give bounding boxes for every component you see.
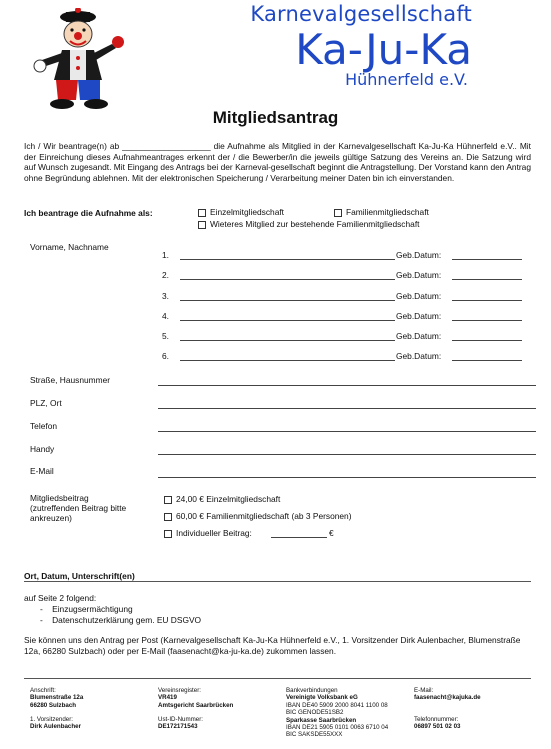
geb-date-field[interactable] [452, 360, 522, 361]
footer-address: Anschrift: Blumenstraße 12a 66280 Sulzbach [30, 687, 84, 709]
member-name-field[interactable] [180, 259, 395, 260]
member-number: 1. [162, 250, 169, 260]
page2-item: - Datenschutzerklärung gem. EU DSGVO [40, 615, 202, 625]
checkbox[interactable] [164, 496, 172, 504]
member-number: 4. [162, 311, 169, 321]
fee-option-single[interactable]: 24,00 € Einzelmitgliedschaft [164, 494, 280, 504]
geb-label: Geb.Datum: [396, 270, 442, 280]
member-number: 5. [162, 331, 169, 341]
mobile-field[interactable] [158, 454, 536, 455]
email-label: E-Mail [30, 466, 54, 476]
geb-label: Geb.Datum: [396, 351, 442, 361]
members-label: Vorname, Nachname [30, 242, 109, 252]
euro-sign: € [329, 528, 334, 538]
member-name-field[interactable] [180, 340, 395, 341]
member-number: 3. [162, 291, 169, 301]
clown-logo [32, 8, 124, 110]
checkbox[interactable] [334, 209, 342, 217]
email-field[interactable] [158, 477, 536, 478]
footer-bank: Bankverbindungen Vereinigte Volksbank eG IBAN DE40 5909 2000 8041 1100 08 BIC GENODE51SB2 Sparkasse Saarbrücken IBAN DE21 5905 0101 0063 6710 04 BIC SAKSDE55XXX [286, 687, 389, 739]
club-name-line1: Karnevalgesellschaft [250, 2, 472, 26]
footer-register: Vereinsregister: VR419 Amtsgericht Saarbrücken [158, 687, 234, 709]
street-field[interactable] [158, 385, 536, 386]
mobile-label: Handy [30, 444, 55, 454]
page2-intro: auf Seite 2 folgend: [24, 593, 97, 603]
zip-city-label: PLZ, Ort [30, 398, 62, 408]
individual-amount-field[interactable] [271, 537, 327, 538]
membership-label: Ich beantrage die Aufnahme als: [24, 208, 153, 218]
option-single[interactable]: Einzelmitgliedschaft [198, 207, 284, 217]
checkbox[interactable] [198, 209, 206, 217]
option-additional-family[interactable]: Wieteres Mitglied zur bestehende Familienmitgliedschaft [198, 219, 419, 229]
footer-divider [24, 678, 531, 679]
geb-date-field[interactable] [452, 259, 522, 260]
footer-vat: Ust-ID-Nummer: DE172171543 [158, 716, 204, 731]
street-label: Straße, Hausnummer [30, 375, 111, 385]
zip-city-field[interactable] [158, 408, 536, 409]
option-family[interactable]: Familienmitgliedschaft [334, 207, 429, 217]
geb-date-field[interactable] [452, 300, 522, 301]
checkbox[interactable] [164, 513, 172, 521]
member-name-field[interactable] [180, 320, 395, 321]
fee-option-family[interactable]: 60,00 € Familienmitgliedschaft (ab 3 Personen) [164, 511, 352, 521]
geb-label: Geb.Datum: [396, 250, 442, 260]
footer-phone: Telefonnummer: 06897 501 02 03 [414, 716, 461, 731]
checkbox[interactable] [164, 530, 172, 538]
footer-email: E-Mail: faasenacht@kajuka.de [414, 687, 481, 702]
member-name-field[interactable] [180, 279, 395, 280]
intro-text: Ich / Wir beantrage(n) ab ___________________ die Aufnahme als Mitglied in der Karnevalgesellschaft Ka-Ju-Ka Hühnerfeld e.V.. Mit der Einreichung dieses Aufnahmeantrages erkennt der / die Bewerber/in die jeweils gültige Satzung des Vereins an. Die Satzung wird auf Wunsch zugesandt. Mit Eingang des Antrags bei der Karneval-gesellschaft beginnt die Antragstellung. Der Vorstand kann den Antrag ohne Begründung ablehnen. Mit der elektronischen Speicherung / Verarbeitung meiner Daten bin ich einverstanden. [24, 141, 531, 183]
signature-label: Ort, Datum, Unterschrift(en) [24, 571, 135, 581]
member-name-field[interactable] [180, 360, 395, 361]
fee-label: Mitgliedsbeitrag (zutreffenden Beitrag bitte ankreuzen) [30, 493, 127, 523]
phone-label: Telefon [30, 421, 58, 431]
geb-label: Geb.Datum: [396, 331, 442, 341]
page-title: Mitgliedsantrag [212, 108, 339, 127]
checkbox[interactable] [198, 221, 206, 229]
club-name-line2: Ka-Ju-Ka [295, 25, 472, 74]
geb-label: Geb.Datum: [396, 291, 442, 301]
closing-text: Sie können uns den Antrag per Post (Karnevalgesellschaft Ka-Ju-Ka Hühnerfeld e.V., 1. Vorsitzender Dirk Aulenbacher, Blumenstraße 12a, 66280 Sulzbach) oder per E-Mail (faasenacht@ka-ju-ka.de) zukommen lassen. [24, 635, 521, 656]
geb-date-field[interactable] [452, 340, 522, 341]
club-name-line3: Hühnerfeld e.V. [345, 70, 468, 89]
page2-item: - Einzugsermächtigung [40, 604, 133, 614]
fee-option-individual[interactable]: Individueller Beitrag: [164, 528, 252, 538]
geb-label: Geb.Datum: [396, 311, 442, 321]
geb-date-field[interactable] [452, 320, 522, 321]
geb-date-field[interactable] [452, 279, 522, 280]
footer-chairman: 1. Vorsitzender: Dirk Aulenbacher [30, 716, 82, 731]
signature-line[interactable] [24, 581, 531, 582]
phone-field[interactable] [158, 431, 536, 432]
member-number: 6. [162, 351, 169, 361]
member-number: 2. [162, 270, 169, 280]
member-name-field[interactable] [180, 300, 395, 301]
